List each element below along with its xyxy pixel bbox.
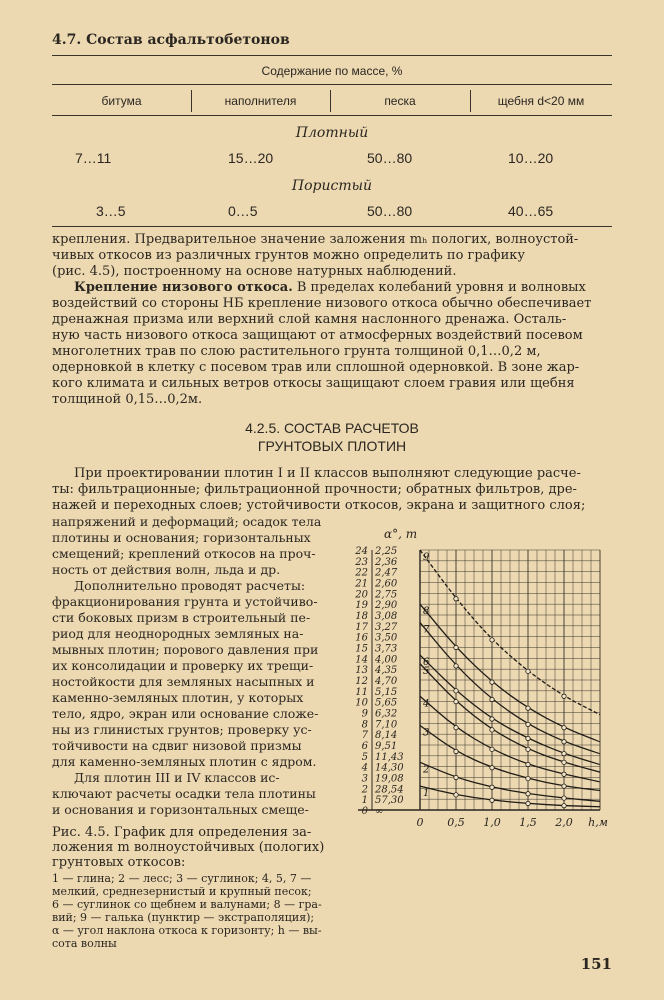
alpha-tick-label: 8 [361,719,368,731]
data-point [454,664,458,668]
caption-line: грунтовых откосов: [52,855,186,870]
data-point [454,725,458,729]
m-tick-label: 6,32 [375,708,398,720]
data-point [562,772,566,776]
text-line: тело, ядро, экран или основание сложе- [52,706,319,721]
data-point [490,766,494,770]
table-cell: 10…20 [508,150,554,166]
text-line: смещений; креплений откосов на проч- [52,546,316,561]
data-point [490,747,494,751]
m-tick-label: 9,51 [375,741,398,752]
text-line: для каменно-земляных плотин с ядром. [52,754,317,769]
table-group-header: Содержание по массе, % [261,64,403,78]
figure-caption [52,825,346,870]
m-tick-label: 19,08 [375,773,404,785]
col-header: наполнителя [224,94,297,108]
m-tick-label: 5,15 [375,686,398,698]
col-header: битума [101,94,142,108]
series-label: 4 [423,698,430,710]
text-line: тойчивости на сдвиг низовой призмы [52,738,302,753]
m-tick-label: ∞ [375,806,384,817]
text-line: ную часть низового откоса защищают от атмосферных воздействий посевом [52,328,583,343]
m-tick-label: 28,54 [375,784,404,796]
text-line: ностойкости для земляных насыпных и [52,674,315,689]
group-name: Пористый [291,178,373,194]
data-point [526,792,530,796]
alpha-tick-label: 11 [355,686,368,698]
table-cell: 40…65 [508,203,554,219]
m-tick-label: 2,47 [375,567,398,579]
alpha-tick-label: 3 [361,773,368,785]
text-line: плотины и основания; горизонтальных [52,530,311,545]
alpha-tick-label: 18 [355,611,368,622]
alpha-tick-label: 1 [361,795,368,807]
run-in-heading: Крепление низового откоса. [74,280,293,295]
alpha-tick-label: 20 [355,589,368,601]
data-point [490,728,494,732]
data-point [562,796,566,800]
text-line: дренажная призма или верхний слой камня наслонного дренажа. Осталь- [52,312,567,327]
data-point [490,680,494,684]
x-tick-label: 0,5 [447,816,465,829]
text-line: толщиной 0,15…0,2м. [52,392,203,407]
m-tick-label: 14,30 [375,762,404,774]
text-line: Для плотин III и IV классов ис- [74,770,280,785]
data-point [562,694,566,698]
m-tick-label: 7,10 [375,719,398,731]
m-tick-label: 5,65 [375,697,398,709]
paragraph [52,232,612,280]
text-line: воздействий со стороны НБ крепление низового откоса обычно обеспечивает [52,296,592,311]
alpha-tick-label: 2 [361,784,368,796]
text-line: многолетних трав по слою растительного грунта толщиной 0,1…0,2 м, [52,344,541,359]
alpha-tick-label: 21 [355,578,368,590]
data-point [562,803,566,807]
legend-line: α — угол наклона откоса к горизонту; h — вы- [52,924,322,937]
text-line: ны из глинистых грунтов; проверку ус- [52,722,312,737]
text-line: Дополнительно проводят расчеты: [74,578,306,593]
data-point [562,740,566,744]
data-point [454,645,458,649]
paragraph [52,466,612,514]
text-line: мывных плотин; порового давления при [52,642,319,657]
figure-legend [52,872,346,950]
alpha-tick-label: 17 [355,621,368,633]
series-label: 9 [423,552,430,563]
legend-line: 1 — глина; 2 — лесс; 3 — суглинок; 4, 5, 7 — [52,872,312,885]
legend-line: вий; 9 — галька (пунктир — экстраполяция); [52,911,315,924]
x-tick-label: 1,0 [483,816,501,829]
m-tick-label: 4,00 [375,654,398,666]
data-point [562,784,566,788]
m-tick-label: 4,35 [375,665,398,677]
alpha-tick-label: 22 [355,567,368,579]
text-line: чивых откосов из различных грунтов можно определить по графику [52,248,526,263]
paragraph [52,280,612,408]
m-tick-label: 2,25 [375,546,398,557]
data-point [490,717,494,721]
data-point [454,597,458,601]
alpha-tick-label: 0 [361,806,368,817]
left-column-text [52,514,346,818]
m-tick-label: 3,50 [375,632,398,644]
text-line: одерновкой в клетку с посевом трав или сплошной одерновкой. В зоне жар- [52,360,580,375]
data-point [490,798,494,802]
m-tick-label: 11,43 [375,751,404,763]
alpha-tick-label: 9 [361,708,368,720]
x-tick-label: 1,5 [519,816,537,829]
table-cell: 15…20 [228,150,274,166]
text-line: ключают расчеты осадки тела плотины [52,786,316,801]
data-point [526,706,530,710]
data-point [454,749,458,753]
table-bottom-rule [52,226,612,227]
heading-line-1: 4.2.5. СОСТАВ РАСЧЕТОВ [245,420,419,436]
alpha-tick-label: 10 [355,697,368,709]
alpha-tick-label: 16 [355,632,368,644]
legend-line: мелкий, среднезернистый и крупный песок; [52,885,312,898]
data-point [526,747,530,751]
col-header: песка [384,94,416,108]
slope-chart [350,510,620,845]
data-point [454,775,458,779]
data-point [562,760,566,764]
alpha-tick-label: 15 [355,643,368,655]
text-line: фракционирования грунта и устойчиво- [52,594,318,609]
table-cell: 50…80 [367,150,413,166]
table-cell: 50…80 [367,203,413,219]
series-label: 6 [423,657,430,669]
legend-line: 6 — суглинок со щебнем и валунами; 8 — гра- [52,898,322,911]
text-line: каменно-земляных плотин, у которых [52,690,304,705]
series-label: 1 [423,788,430,800]
text-line: ность от действия волн, льда и др. [52,562,281,577]
alpha-tick-label: 23 [355,556,368,568]
text-line: и основания и горизонтальных смеще- [52,802,309,817]
table-mid-rule [52,84,612,85]
alpha-tick-label: 7 [361,730,368,742]
text-line: напряжений и деформаций; осадок тела [52,514,322,529]
text-line: При проектировании плотин I и II классов выполняют следующие расче- [74,466,581,481]
data-point [490,785,494,789]
data-point [526,762,530,766]
section-title: 4.7. Состав асфальтобетонов [52,32,290,48]
m-tick-label: 4,70 [375,676,398,687]
m-tick-label: 3,73 [375,643,398,655]
caption-line: ложения m волноустойчивых (пологих) [52,840,325,855]
x-tick-label: 2,0 [555,816,573,829]
alpha-tick-label: 24 [355,546,368,557]
m-tick-label: 8,14 [375,730,398,742]
data-point [454,689,458,693]
heading-line-2: ГРУНТОВЫХ ПЛОТИН [257,438,407,454]
alpha-tick-label: 6 [361,741,368,752]
page-number: 151 [580,955,612,973]
alpha-tick-label: 12 [355,676,368,687]
x-axis-label: h,м [588,816,608,829]
table-cell: 3…5 [96,203,126,219]
m-tick-label: 57,30 [375,795,404,807]
text-line: их консолидации и проверку их трещи- [52,658,314,673]
text-line: В пределах колебаний уровня и волновых [292,280,586,295]
data-point [562,751,566,755]
data-point [454,793,458,797]
series-label: 3 [423,727,430,739]
data-point [490,638,494,642]
data-point [490,697,494,701]
m-tick-label: 3,27 [375,621,398,633]
data-point [562,725,566,729]
text-line: сти боковых призм в строительный пе- [52,610,311,625]
alpha-tick-label: 14 [355,654,368,666]
data-point [526,801,530,805]
data-point [526,776,530,780]
m-tick-label: 2,36 [375,556,398,568]
text-line: кого климата и сильных ветров откосы защищают слоем гравия или щебня [52,376,575,391]
text-line: крепления. Предварительное значение заложения mₕ пологих, волноустой- [52,232,579,247]
alpha-tick-label: 5 [361,751,368,763]
text-line: ты: фильтрационные; фильтрационной прочности; обратных фильтров, дре- [52,482,577,497]
table-top-rule [52,55,612,56]
data-point [526,722,530,726]
series-label: 5 [423,665,430,677]
group-name: Плотный [295,125,369,141]
table-cell: 0…5 [228,203,258,219]
m-tick-label: 2,90 [375,600,398,612]
text-line: (рис. 4.5), построенному на основе натурных наблюдений. [52,264,457,279]
series-label: 8 [423,606,430,618]
series-label: 2 [423,764,430,776]
m-tick-label: 3,08 [375,611,398,622]
x-tick-label: 0 [416,816,424,829]
data-point [526,736,530,740]
table-header-rule [52,115,612,116]
text-line: риод для неоднородных земляных на- [52,626,304,641]
table-cell: 7…11 [75,150,112,166]
series-label: 7 [423,624,430,636]
m-tick-label: 2,60 [375,578,398,590]
y-axis-label: α°, m [384,527,418,541]
text-line: нажей и переходных слоев; устойчивости откосов, экрана и защитного слоя; [52,498,586,513]
data-point [526,669,530,673]
legend-line: сота волны [52,937,117,950]
col-header: щебня d<20 мм [497,94,585,108]
m-tick-label: 2,75 [375,589,398,601]
caption-line: Рис. 4.5. График для определения за- [52,825,312,840]
alpha-tick-label: 4 [361,762,368,774]
alpha-tick-label: 13 [355,665,368,677]
alpha-tick-label: 19 [355,600,368,612]
data-point [454,699,458,703]
